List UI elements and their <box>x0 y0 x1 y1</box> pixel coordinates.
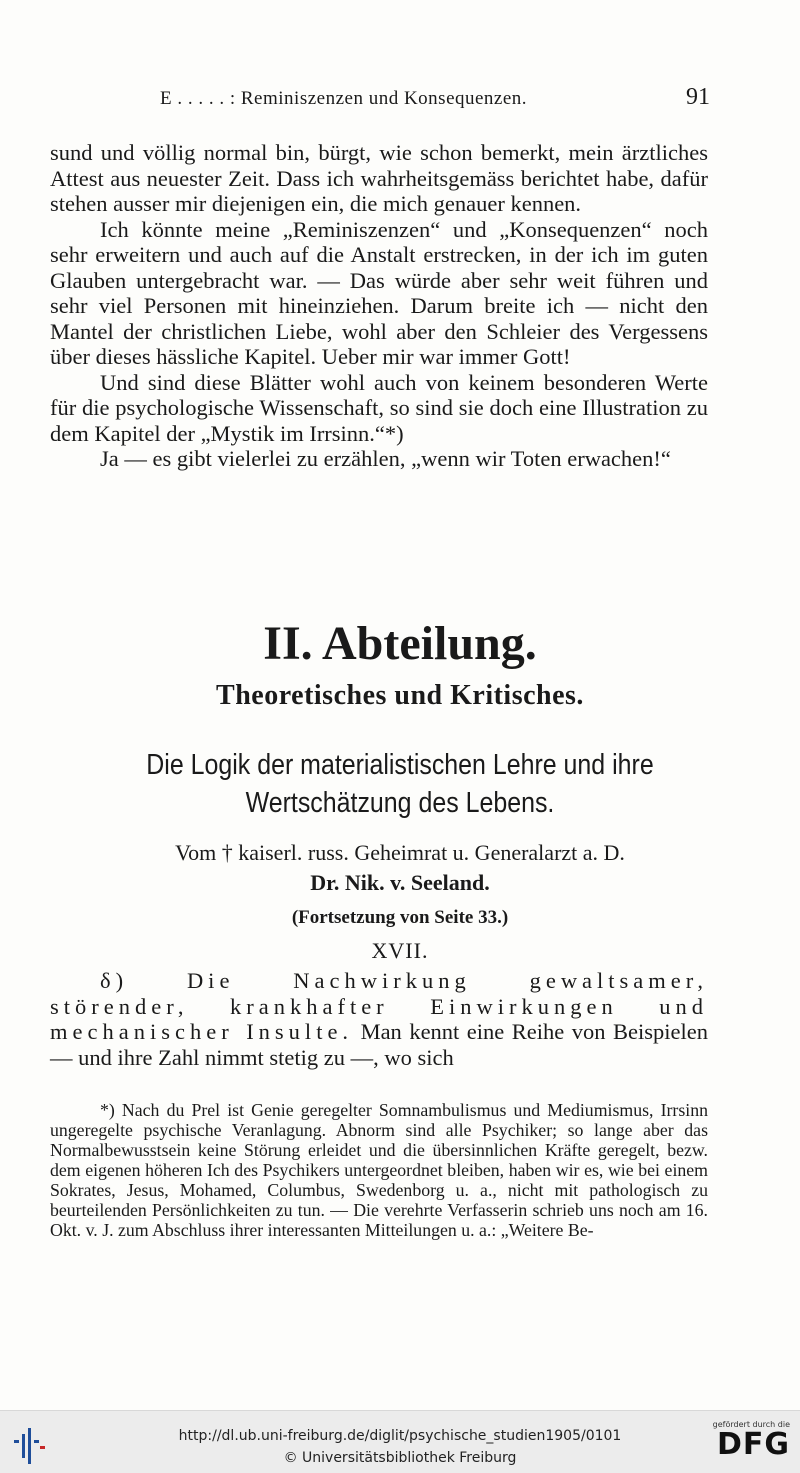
dfg-logo <box>704 1420 790 1466</box>
article-title-line-1: Die Logik der materialistischen Lehre und ihre <box>146 749 654 781</box>
paragraph-1: sund und völlig normal bin, bürgt, wie schon bemerkt, mein ärztliches Attest aus neuester Zeit. Dass ich wahrheitsgemäss berichtet habe, dafür stehen ausser mir diejenigen ein, die mich genauer kennen. <box>50 140 708 216</box>
footnote-text: *) Nach du Prel ist Genie geregelter Somnambulismus und Mediumismus, Irrsinn ungeregelte psychische Veranlagung. Abnorm sind alle Psychiker; so lange aber das Normalbewusstsein keine Störung erleidet und die übersinnlichen Kräfte geregelt, bezw. dem eigenen höheren Ich des Psychikers untergeordnet bleiben, haben wir es, wie bei einem Sokrates, Jesus, Mohamed, Columbus, Swedenborg u. a., nicht mit pathologisch zu beurteilenden Persönlichkeiten zu tun. — Die verehrte Verfasserin schrieb uns noch am 16. Okt. v. J. zum Abschluss ihrer interessanten Mitteilungen u. a.: „Weitere Be- <box>50 1100 708 1240</box>
dfg-caption: gefördert durch die <box>712 1420 790 1429</box>
footnote <box>50 1100 708 1240</box>
running-head: E . . . . . : Reminiszenzen und Konsequenzen. <box>160 88 528 109</box>
paragraph-4: Ja — es gibt vielerlei zu erzählen, „wenn wir Toten erwachen!“ <box>100 446 671 471</box>
section-title: II. Abteilung. <box>263 617 537 670</box>
continuation-note: (Fortsetzung von Seite 33.) <box>291 907 509 928</box>
lead-text: Man kennt eine Reihe von Beispielen — und ihre Zahl nimmt stetig zu —, wo sich <box>50 1019 709 1070</box>
byline: Vom † kaiserl. russ. Geheimrat u. Generalarzt a. D. <box>175 840 625 865</box>
lead-label: δ) Die Nachwirkung gewaltsamer, störender, krankhafter Einwirkungen und mechanischer Insulte. <box>50 968 708 1044</box>
chapter-number: XVII. <box>371 938 429 963</box>
article-body <box>50 968 708 1070</box>
paragraph-2: Ich könnte meine „Reminiszenzen“ und „Konsequenzen“ noch sehr erweitern und auch auf die Anstalt erstrecken, in der ich im guten Glauben untergebracht war. — Das würde aber sehr weit führen und sehr viel Personen mit hineinziehen. Darum breite ich — nicht den Mantel der christlichen Liebe, wohl aber den Schleier des Vergessens über dieses hässliche Kapitel. Ueber mir war immer Gott! <box>50 216 708 369</box>
footer-copyright: © Universitätsbibliothek Freiburg <box>283 1450 517 1466</box>
article-title <box>108 746 693 822</box>
article-title-line-2: Wertschätzung des Lebens. <box>245 787 555 819</box>
body-text <box>50 140 708 472</box>
section-subtitle: Theoretisches und Kritisches. <box>216 680 584 711</box>
dfg-mark: DFG <box>716 1427 790 1462</box>
article-lead-paragraph <box>50 968 708 1070</box>
paragraph-3: Und sind diese Blätter wohl auch von keinem besonderen Werte für die psychologische Wissenschaft, so sind sie doch eine Illustration zu dem Kapitel der „Mystik im Irrsinn.“*) <box>50 369 708 446</box>
author: Dr. Nik. v. Seeland. <box>310 870 490 895</box>
page-number: 91 <box>686 84 710 110</box>
footer-url-link[interactable]: http://dl.ub.uni-freiburg.de/diglit/psychische_studien1905/0101 <box>178 1428 622 1444</box>
